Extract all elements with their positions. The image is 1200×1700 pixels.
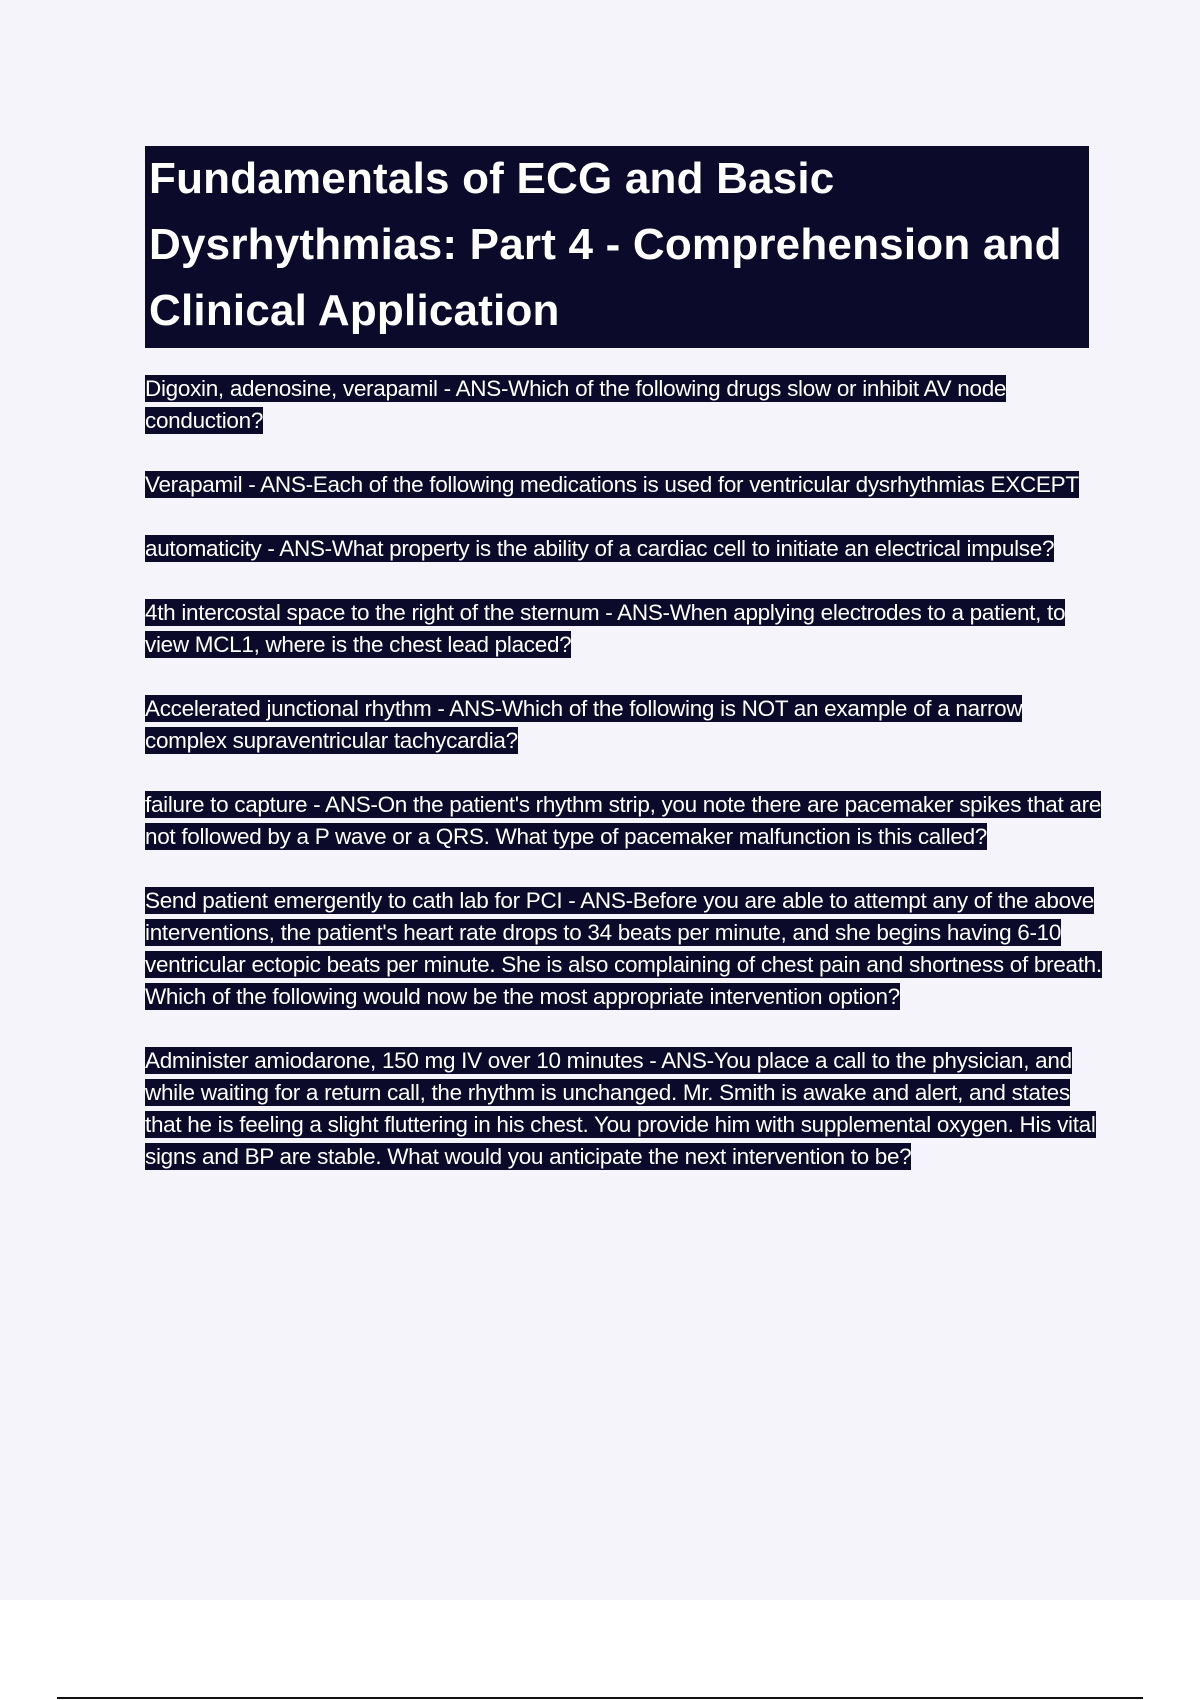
document-title: Fundamentals of ECG and Basic Dysrhythmias: Part 4 - Comprehension and Clinical Application xyxy=(149,154,1062,335)
qa-text: 4th intercostal space to the right of the sternum - ANS-When applying electrodes to a patient, to view MCL1, where is the chest lead placed? xyxy=(145,600,1066,657)
qa-item-3 xyxy=(145,533,1105,565)
qa-item-2 xyxy=(145,469,1105,501)
title-banner xyxy=(145,146,1089,348)
qa-item-7 xyxy=(145,885,1105,1013)
qa-text: automaticity - ANS-What property is the ability of a cardiac cell to initiate an electrical impulse? xyxy=(145,536,1055,561)
qa-item-1 xyxy=(145,373,1105,437)
qa-text: Accelerated junctional rhythm - ANS-Which of the following is NOT an example of a narrow complex supraventricular tachycardia? xyxy=(145,696,1023,753)
qa-item-4 xyxy=(145,597,1105,661)
qa-text: Verapamil - ANS-Each of the following medications is used for ventricular dysrhythmias EXCEPT xyxy=(145,472,1079,497)
qa-text: Digoxin, adenosine, verapamil - ANS-Which of the following drugs slow or inhibit AV node conduction? xyxy=(145,376,1007,433)
footer-divider xyxy=(57,1697,1143,1699)
qa-text: failure to capture - ANS-On the patient's rhythm strip, you note there are pacemaker spikes that are not followed by a P wave or a QRS. What type of pacemaker malfunction is this called? xyxy=(145,792,1102,849)
qa-item-8 xyxy=(145,1045,1105,1173)
qa-item-5 xyxy=(145,693,1105,757)
qa-item-6 xyxy=(145,789,1105,853)
qa-text: Administer amiodarone, 150 mg IV over 10 minutes - ANS-You place a call to the physician, and while waiting for a return call, the rhythm is unchanged. Mr. Smith is awake and alert, and states that he is feeling a slight fluttering in his chest. You provide him with supplemental oxygen. His vital signs and BP are stable. What would you anticipate the next intervention to be? xyxy=(145,1048,1096,1169)
qa-list xyxy=(145,373,1105,1205)
qa-text: Send patient emergently to cath lab for PCI - ANS-Before you are able to attempt any of the above interventions, the patient's heart rate drops to 34 beats per minute, and she begins having 6-10 ventricular ectopic beats per minute. She is also complaining of chest pain and shortness of breath. Which of the following would now be the most appropriate intervention option? xyxy=(145,888,1102,1009)
